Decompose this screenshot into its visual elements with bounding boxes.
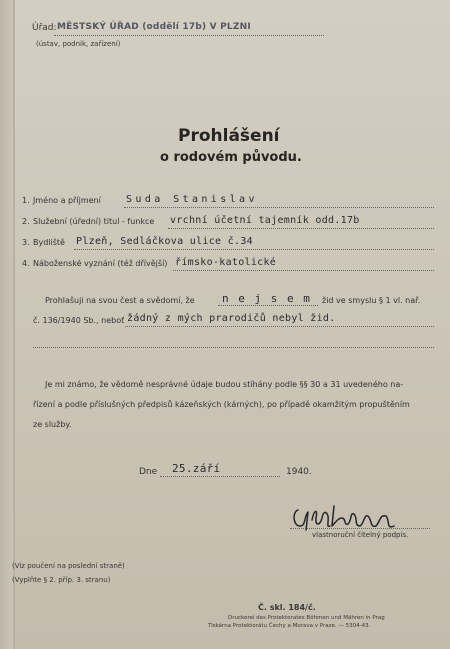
field-label: Jméno a příjmení — [33, 196, 101, 205]
field-label: Náboženské vyznání (též dřívější) — [33, 259, 168, 268]
declaration-text-2: žid ve smyslu § 1 vl. nař. — [322, 296, 421, 305]
warning-line-1: Je mi známo, že vědomě nesprávné údaje budou stíhány podle §§ 30 a 31 uvedeného na- — [45, 380, 404, 389]
field-number: 3. — [22, 238, 30, 247]
field-value-religion: římsko-katolické — [175, 257, 277, 268]
field-label: Služební (úřední) titul - funkce — [33, 217, 155, 226]
field-value-name: Suda Stanislav — [126, 194, 258, 205]
field-line — [168, 228, 434, 229]
warning-line-3: ze služby. — [33, 420, 72, 429]
signature-line — [290, 528, 430, 529]
footnote-2: (Vyplňte § 2. příp. 3. stranu) — [12, 576, 111, 584]
declaration-text-3: č. 136/1940 Sb., neboť — [33, 316, 125, 325]
office-sublabel: (ústav, podnik, zařízení) — [36, 40, 121, 48]
signature-caption: vlastnoruční čitelný podpis. — [312, 531, 409, 539]
date-line — [160, 476, 280, 477]
office-stamp: MĚSTSKÝ ÚŘAD (oddělí 17b) V PLZNI — [57, 22, 251, 32]
office-label: Úřad: — [32, 23, 57, 33]
paper-fold — [13, 0, 15, 649]
field-line — [74, 249, 434, 250]
footnote-1: (Viz poučení na poslední straně) — [12, 562, 125, 570]
date-typed: 25.září — [172, 462, 221, 475]
printer-line-2: Tiskárna Protektorátu Čechy a Morava v Praze. — 5304-43. — [208, 623, 371, 629]
paper-edge — [0, 0, 13, 649]
field-value-address: Plzeň, Sedláčkova ulice č.34 — [76, 236, 253, 247]
declaration-text-1: Prohlašuji na svou čest a svědomí, že — [45, 296, 195, 305]
field-line — [124, 207, 434, 208]
declaration-line — [33, 347, 434, 348]
field-number: 4. — [22, 259, 30, 268]
field-line — [173, 270, 434, 271]
document-subtitle: o rodovém původu. — [160, 150, 302, 165]
warning-line-2: řízení a podle příslušných předpisů kázeňských (kárných), po případě okamžitým propuštěním — [33, 400, 410, 409]
declaration-typed-negation: n e j s e m — [222, 292, 312, 305]
handwritten-signature — [290, 496, 400, 536]
form-number: Č. skl. 184/č. — [258, 603, 316, 612]
field-label: Bydliště — [33, 238, 65, 247]
field-value-title: vrchní účetní tajemník odd.17b — [170, 215, 360, 226]
declaration-line — [218, 305, 318, 306]
declaration-typed-reason: žádný z mých prarodičů nebyl žid. — [127, 313, 336, 324]
document-title: Prohlášení — [178, 126, 280, 146]
date-prefix: Dne — [139, 467, 158, 477]
field-number: 1. — [22, 196, 30, 205]
date-year: 1940. — [286, 467, 312, 477]
field-number: 2. — [22, 217, 30, 226]
office-line — [54, 35, 324, 36]
declaration-line — [125, 326, 434, 327]
printer-line-1: Druckerei des Protektorates Böhmen und Mähren in Prag — [228, 615, 385, 621]
